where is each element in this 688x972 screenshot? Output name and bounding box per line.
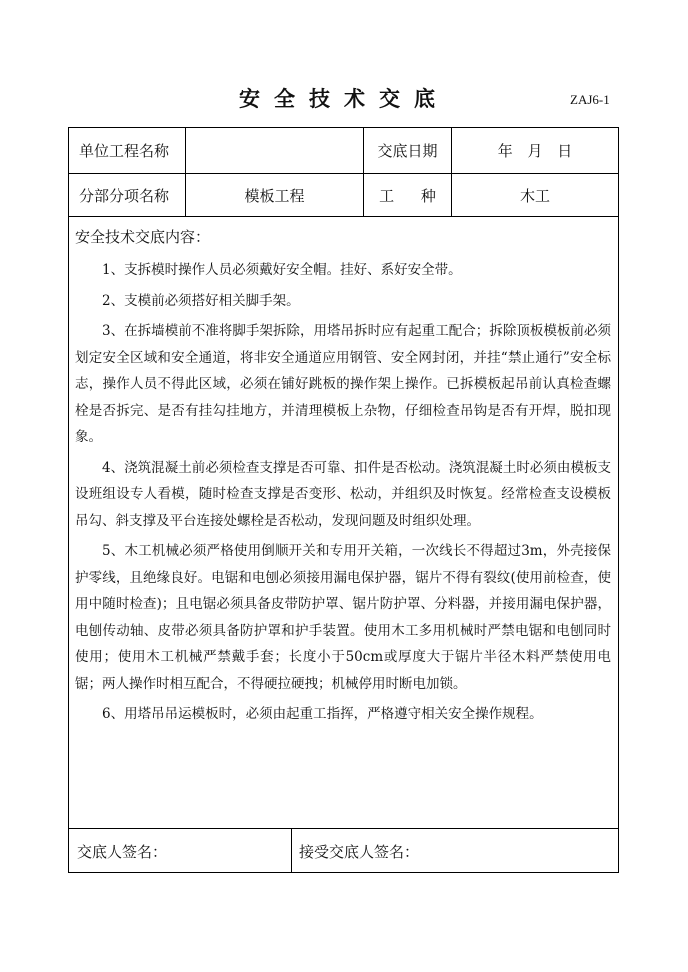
content-item: 6、用塔吊吊运模板时，必须由起重工指挥，严格遵守相关安全操作规程。 [102,706,543,722]
disclosure-date-label: 交底日期 [377,142,438,160]
content-item: 4、浇筑混凝土前必须检查支撑是否可靠、扣件是否松动。浇筑混凝土时必须由模板支设班组设专人看模，随时检查支撑是否变形、松动，并组织及时恢复。经常检查支设模板吊勾、斜支撑及平台连接处螺栓是否松动，发现问题及时组织处理。 [75,459,611,529]
receiver-signature-label: 接受交底人签名： [299,842,420,861]
disclosure-date-value[interactable]: 年 月 日 [497,142,573,160]
content-item: 5、木工机械必须严格使用倒顺开关和专用开关箱，一次线长不得超过3m，外壳接保护零线，且绝缘良好。电锯和电刨必须接用漏电保护器，锯片不得有裂纹(使用前检查，使用中随时检查)；且电锯必须具备皮带防护罩、锯片防护罩、分料器，并接用漏电保护器，电刨传动轴、皮带必须具备防护罩和护手装置。使用木工多用机械时严禁电锯和电刨同时使用；使用木工机械严禁戴手套；长度小于50cm或厚度大于锯片半径木料严禁使用电锯；两人操作时相互配合，不得硬拉硬拽；机械停用时断电加锁。 [75,543,611,692]
content-item: 2、支模前必须搭好相关脚手架。 [102,292,300,309]
unit-project-name-label: 单位工程名称 [79,142,170,160]
subdivision-name-value: 模板工程 [244,186,305,205]
content-heading: 安全技术交底内容： [75,228,211,246]
unit-project-name-value[interactable] [186,128,363,173]
content-item: 1、支拆模时操作人员必须戴好安全帽。挂好、系好安全带。 [102,262,462,278]
row-divider [69,216,618,217]
column-divider [291,828,292,873]
discloser-signature-label: 交底人签名： [77,842,168,861]
safety-content [75,226,611,732]
trade-value: 木工 [519,186,550,205]
subdivision-name-label: 分部分项名称 [79,186,170,205]
trade-label: 工 种 [379,186,436,205]
content-item: 3、在拆墙模前不准将脚手架拆除，用塔吊拆时应有起重工配合；拆除顶板模板前必须划定安全区域和安全通道，将非安全通道应用钢管、安全网封闭，并挂“禁止通行”安全标志，操作人员不得此区域，必须在铺好跳板的操作架上操作。已拆模板起吊前认真检查螺栓是否拆完、是否有挂勾挂地方，并清理模板上杂物，仔细检查吊钩是否有开焊，脱扣现象。 [75,323,611,445]
disclosure-form [68,127,619,873]
form-code: ZAJ6-1 [570,92,610,107]
document-title: 安全技术交底 [239,86,449,111]
